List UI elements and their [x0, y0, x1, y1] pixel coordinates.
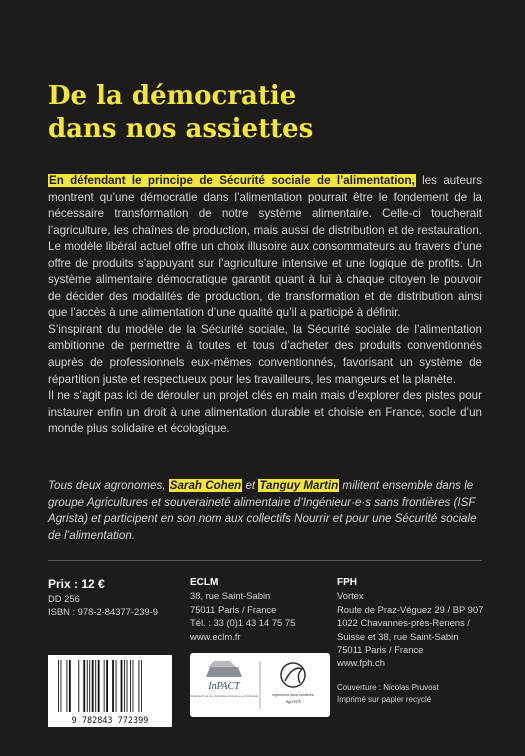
- title-line-2: dans nos assiettes: [48, 114, 314, 144]
- blurb-paragraph-2: S’inspirant du modèle de la Sécurité sociale, la Sécurité sociale de l’alimentation ambitionne de permettre à toutes et tous d’acheter des produits conventionnés auprès de professionnels eux-mêmes conventionnés, favorisant un système de répartition juste et respectueux pour les travailleurs, les mangeurs et la planète.: [48, 322, 482, 386]
- recycled-paper-note: Imprimé sur papier recyclé: [337, 695, 432, 704]
- barcode-number: 9 782843 772399: [71, 716, 149, 726]
- eclm-phone: Tél. : 33 (0)1 43 14 75 75: [190, 617, 296, 629]
- paragraph-1-text: les auteurs montrent qu’une démocratie dans l’alimentation pourrait être le fondement de la nécessaire transformation de notre système alimentaire. Celle-ci toucherait l’agriculture, les chaînes de production, mais aussi de distribution et de restauration. Le modèle libéral actuel offre un choix illusoire aux consommateurs au travers d’une offre de produits s’appuyant sur l’agriculture intensive et une logique de profits. Un système alimentaire démocratique garantit quant à lui à chaque citoyen le pouvoir de décider des modalités de production, de transformation et de distribution ainsi que l’accès à une alimentation d’une qualité qu’il a participé à définir.: [48, 174, 482, 320]
- fph-address-4: Suisse et 38, rue Saint-Sabin: [337, 630, 459, 642]
- inpact-logo: [190, 661, 258, 698]
- divider: [48, 560, 482, 561]
- isf-agrista-logo: [272, 663, 314, 704]
- fph-address-5: 75011 Paris / France: [337, 644, 424, 656]
- fph-name: FPH: [337, 577, 357, 588]
- fph-address-2: Route de Praz-Véguez 29 / BP 907: [337, 603, 484, 615]
- authors-bio: [48, 478, 482, 544]
- blurb-paragraph-3: Il ne s’agit pas ici de dérouler un projet clés en main mais d’explorer des pistes pour instaurer enfin un droit à une alimentation durable et choisie en France, socle d’un monde plus solidaire et écologique.: [48, 389, 482, 436]
- price: Prix : 12 €: [48, 577, 105, 591]
- fph-address-3: 1022 Chavannes-près-Renens /: [337, 617, 470, 629]
- isbn: ISBN : 978-2-84377-239-9: [48, 606, 158, 618]
- authors-intro: Tous deux agronomes,: [48, 479, 169, 492]
- author-name-2: Tanguy Martin: [259, 479, 339, 492]
- title-line-1: De la démocratie: [48, 81, 297, 111]
- inpact-logo-caption: Initiatives Pour une Agriculture Citoyenne et Territoriale: [190, 694, 259, 698]
- authors-and: et: [242, 479, 259, 492]
- fph-website: www.fph.ch: [337, 657, 385, 669]
- highlighted-lead: En défendant le principe de Sécurité sociale de l’alimentation,: [49, 174, 415, 187]
- partner-logos: [190, 653, 330, 717]
- inpact-logo-text: InPACT: [208, 681, 240, 692]
- author-name-1: Sarah Cohen: [169, 479, 242, 492]
- eclm-website: www.eclm.fr: [190, 630, 241, 642]
- back-cover-blurb: [48, 173, 482, 438]
- isf-logo-text: Ingénieurs sans frontières: [272, 693, 314, 697]
- publisher-eclm: [190, 576, 295, 643]
- book-title: [48, 80, 488, 146]
- fph-address-1: Vortex: [337, 590, 364, 602]
- authors-bio-text: militent ensemble dans le groupe Agricultures et souveraineté alimentaire d’Ingénieur·e·s sans frontières (ISF Agrista) et participent en son nom aux collectifs Nourrir et pour une Sécurité sociale de l’alimentation.: [48, 479, 477, 542]
- book-info: [48, 576, 158, 619]
- credits: [337, 682, 439, 706]
- cover-credit: Couverture : Nicolas Pruvost: [337, 683, 439, 692]
- dd-code: DD 256: [48, 593, 80, 604]
- blurb-paragraph-1: [48, 173, 482, 322]
- eclm-name: ECLM: [190, 577, 219, 588]
- eclm-address-1: 38, rue Saint-Sabin: [190, 590, 271, 602]
- publisher-fph: [337, 576, 483, 670]
- eclm-address-2: 75011 Paris / France: [190, 603, 277, 615]
- isf-logo-sub: AgriSTA: [285, 699, 301, 704]
- isbn-barcode: [48, 655, 172, 727]
